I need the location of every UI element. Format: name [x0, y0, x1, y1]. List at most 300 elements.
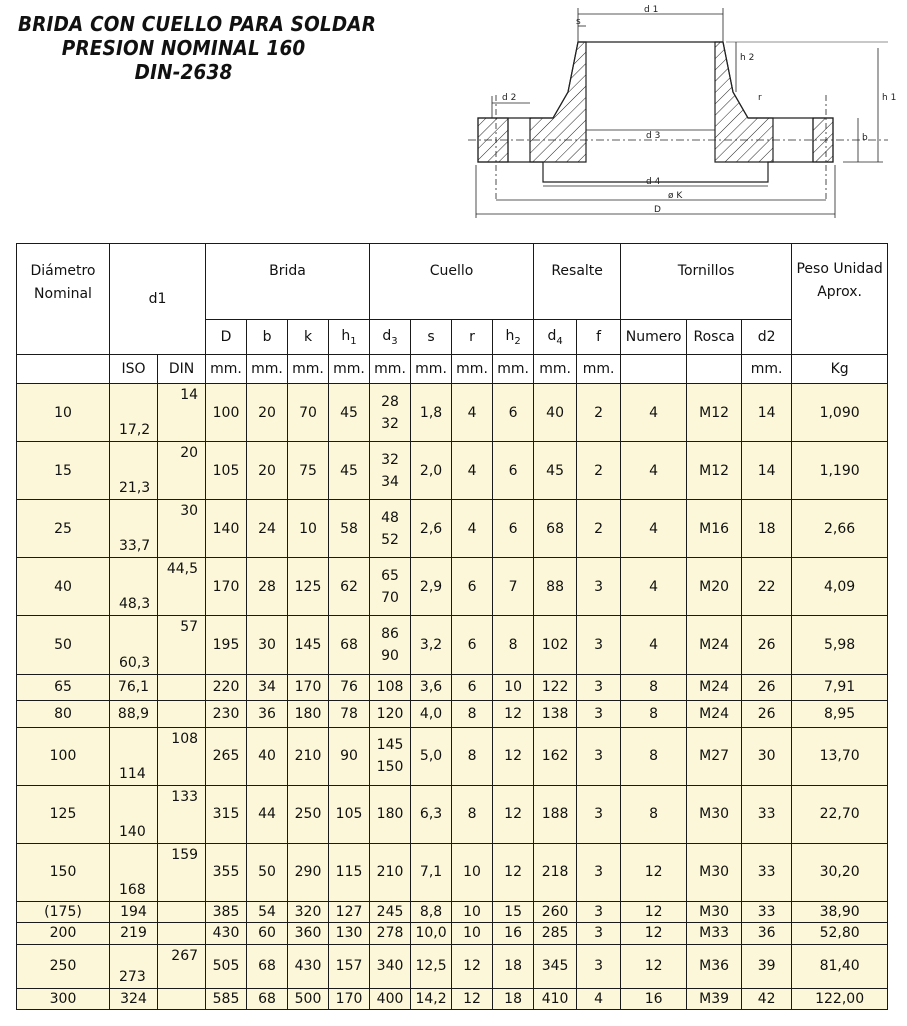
cell-num: 16 [621, 988, 687, 1009]
cell-k: 180 [288, 701, 329, 728]
cell-d4: 188 [534, 785, 577, 843]
cell-k: 290 [288, 843, 329, 901]
cell-d4: 410 [534, 988, 577, 1009]
cell-peso: 52,80 [792, 923, 888, 944]
cell-iso: 273 [110, 944, 158, 988]
cell-r: 12 [452, 944, 493, 988]
header-r: r [452, 320, 493, 355]
cell-din: 159 [158, 843, 206, 901]
cell-diametro: 65 [17, 674, 110, 701]
cell-d3-pair [370, 510, 410, 548]
cell-diametro: 200 [17, 923, 110, 944]
cell-num: 8 [621, 727, 687, 785]
cell-d2: 33 [742, 785, 792, 843]
cell-d3-value-a: 28 [381, 393, 399, 410]
cell-b: 60 [247, 923, 288, 944]
unit-d4: mm. [534, 355, 577, 384]
unit-peso: Kg [792, 355, 888, 384]
table-body [17, 384, 888, 1010]
cell-d3-pair [370, 626, 410, 664]
cell-d2: 30 [742, 727, 792, 785]
label-r: r [758, 93, 762, 103]
cell-s: 3,2 [411, 616, 452, 674]
cell-peso: 5,98 [792, 616, 888, 674]
cell-f: 3 [577, 785, 621, 843]
cell-rosca: M30 [687, 785, 742, 843]
cell-d4: 162 [534, 727, 577, 785]
table-row [17, 901, 888, 922]
header-b: b [247, 320, 288, 355]
cell-b: 30 [247, 616, 288, 674]
cell-d3-value-b: 52 [381, 531, 399, 548]
cell-rosca: M12 [687, 384, 742, 442]
cell-k: 320 [288, 901, 329, 922]
cell-rosca: M24 [687, 701, 742, 728]
cell-r: 6 [452, 674, 493, 701]
cell-k: 125 [288, 558, 329, 616]
header-h1-sub: 1 [350, 335, 357, 347]
cell-f: 3 [577, 701, 621, 728]
cell-iso: 140 [110, 785, 158, 843]
label-d3: d 3 [646, 131, 661, 141]
header-h1 [329, 320, 370, 355]
cell-D: 505 [206, 944, 247, 988]
cell-num: 12 [621, 944, 687, 988]
unit-din: DIN [158, 355, 206, 384]
cell-d3-pair [370, 568, 410, 606]
header-tornillos: Tornillos [621, 244, 792, 320]
cell-din: 14 [158, 384, 206, 442]
cell-rosca: M20 [687, 558, 742, 616]
cell-rosca: M33 [687, 923, 742, 944]
table-row [17, 701, 888, 728]
cell-b: 68 [247, 944, 288, 988]
cell-diametro: 25 [17, 500, 110, 558]
cell-din [158, 901, 206, 922]
cell-rosca: M36 [687, 944, 742, 988]
header-h2 [493, 320, 534, 355]
cell-r: 12 [452, 988, 493, 1009]
cell-d2: 14 [742, 442, 792, 500]
cell-D: 430 [206, 923, 247, 944]
cell-d3 [370, 727, 411, 785]
header-peso [792, 244, 888, 355]
cell-k: 70 [288, 384, 329, 442]
cell-din: 133 [158, 785, 206, 843]
cell-k: 210 [288, 727, 329, 785]
cell-d3: 120 [370, 701, 411, 728]
title-line-3: DIN-2638 [134, 60, 233, 84]
cell-s: 8,8 [411, 901, 452, 922]
cell-rosca: M39 [687, 988, 742, 1009]
cell-D: 585 [206, 988, 247, 1009]
cell-rosca: M24 [687, 674, 742, 701]
cell-b: 36 [247, 701, 288, 728]
cell-h2: 12 [493, 843, 534, 901]
unit-r: mm. [452, 355, 493, 384]
cell-k: 170 [288, 674, 329, 701]
cell-d3-value-a: 145 [376, 737, 404, 754]
cell-b: 20 [247, 442, 288, 500]
cell-D: 315 [206, 785, 247, 843]
cell-s: 5,0 [411, 727, 452, 785]
cell-num: 4 [621, 500, 687, 558]
cell-s: 12,5 [411, 944, 452, 988]
cell-diametro: 100 [17, 727, 110, 785]
cell-iso: 33,7 [110, 500, 158, 558]
cell-h2: 12 [493, 727, 534, 785]
cell-h2: 16 [493, 923, 534, 944]
cell-D: 265 [206, 727, 247, 785]
cell-f: 2 [577, 384, 621, 442]
unit-diametro [17, 355, 110, 384]
cell-iso: 324 [110, 988, 158, 1009]
cell-d2: 26 [742, 616, 792, 674]
header-peso-label: Peso Unidad Aprox. [796, 261, 883, 300]
document-title [18, 12, 377, 84]
cell-iso: 88,9 [110, 701, 158, 728]
cell-b: 50 [247, 843, 288, 901]
cell-h1: 105 [329, 785, 370, 843]
cell-f: 4 [577, 988, 621, 1009]
cell-d3-value-b: 150 [376, 759, 404, 776]
cell-r: 8 [452, 701, 493, 728]
cell-d3-value-a: 48 [381, 509, 399, 526]
cell-s: 3,6 [411, 674, 452, 701]
cell-diametro: 50 [17, 616, 110, 674]
cell-d4: 45 [534, 442, 577, 500]
cell-d4: 138 [534, 701, 577, 728]
cell-r: 8 [452, 727, 493, 785]
cell-h2: 18 [493, 988, 534, 1009]
cell-D: 385 [206, 901, 247, 922]
cell-d4: 260 [534, 901, 577, 922]
cell-D: 100 [206, 384, 247, 442]
header-h2-sub: 2 [514, 335, 521, 347]
cell-s: 2,6 [411, 500, 452, 558]
cell-num: 4 [621, 442, 687, 500]
header-d1-label: d1 [148, 290, 167, 307]
label-k: ø K [668, 191, 683, 201]
label-b: b [862, 133, 868, 143]
cell-d3-value-b: 90 [381, 647, 399, 664]
header-d3 [370, 320, 411, 355]
table-row [17, 558, 888, 616]
cell-d4: 40 [534, 384, 577, 442]
unit-s: mm. [411, 355, 452, 384]
cell-D: 230 [206, 701, 247, 728]
cell-b: 40 [247, 727, 288, 785]
cell-iso: 168 [110, 843, 158, 901]
table-row [17, 923, 888, 944]
cell-b: 28 [247, 558, 288, 616]
cell-r: 6 [452, 616, 493, 674]
cell-iso: 48,3 [110, 558, 158, 616]
cell-h1: 62 [329, 558, 370, 616]
cell-f: 2 [577, 442, 621, 500]
cell-iso: 194 [110, 901, 158, 922]
cell-h2: 8 [493, 616, 534, 674]
table-row [17, 843, 888, 901]
cell-rosca: M24 [687, 616, 742, 674]
cell-D: 105 [206, 442, 247, 500]
cell-h2: 15 [493, 901, 534, 922]
cell-D: 140 [206, 500, 247, 558]
cell-diametro: 250 [17, 944, 110, 988]
header-d3-sub: 3 [391, 335, 398, 347]
cell-r: 6 [452, 558, 493, 616]
label-d2: d 2 [502, 93, 517, 103]
cell-f: 3 [577, 616, 621, 674]
flange-technical-drawing [468, 0, 898, 230]
cell-h1: 76 [329, 674, 370, 701]
cell-d3: 340 [370, 944, 411, 988]
table-row [17, 727, 888, 785]
cell-b: 54 [247, 901, 288, 922]
cell-h2: 6 [493, 442, 534, 500]
cell-h1: 45 [329, 384, 370, 442]
cell-d4: 68 [534, 500, 577, 558]
cell-peso: 7,91 [792, 674, 888, 701]
cell-din [158, 674, 206, 701]
cell-d2: 36 [742, 923, 792, 944]
header-k: k [288, 320, 329, 355]
header-f: f [577, 320, 621, 355]
cell-h2: 6 [493, 384, 534, 442]
cell-num: 8 [621, 785, 687, 843]
cell-b: 34 [247, 674, 288, 701]
cell-din [158, 701, 206, 728]
cell-iso: 60,3 [110, 616, 158, 674]
cell-s: 1,8 [411, 384, 452, 442]
cell-rosca: M30 [687, 901, 742, 922]
cell-d2: 14 [742, 384, 792, 442]
cell-s: 6,3 [411, 785, 452, 843]
cell-h2: 12 [493, 785, 534, 843]
cell-d3-value-a: 65 [381, 567, 399, 584]
header-numero: Numero [621, 320, 687, 355]
cell-k: 145 [288, 616, 329, 674]
cell-d3: 210 [370, 843, 411, 901]
cell-num: 4 [621, 616, 687, 674]
cell-din: 267 [158, 944, 206, 988]
flange-spec-table [16, 243, 888, 1010]
cell-d2: 18 [742, 500, 792, 558]
cell-h2: 12 [493, 701, 534, 728]
cell-D: 355 [206, 843, 247, 901]
cell-din [158, 988, 206, 1009]
cell-diametro: 125 [17, 785, 110, 843]
cell-peso: 8,95 [792, 701, 888, 728]
cell-diametro: (175) [17, 901, 110, 922]
cell-peso: 81,40 [792, 944, 888, 988]
unit-iso: ISO [110, 355, 158, 384]
cell-peso: 13,70 [792, 727, 888, 785]
unit-h1: mm. [329, 355, 370, 384]
cell-f: 3 [577, 944, 621, 988]
cell-num: 4 [621, 384, 687, 442]
cell-d3: 108 [370, 674, 411, 701]
cell-num: 12 [621, 901, 687, 922]
unit-f: mm. [577, 355, 621, 384]
cell-f: 2 [577, 500, 621, 558]
cell-d3 [370, 500, 411, 558]
cell-d2: 39 [742, 944, 792, 988]
cell-peso: 30,20 [792, 843, 888, 901]
cell-d3-value-b: 34 [381, 473, 399, 490]
header-D: D [206, 320, 247, 355]
cell-r: 8 [452, 785, 493, 843]
cell-diametro: 300 [17, 988, 110, 1009]
unit-d2: mm. [742, 355, 792, 384]
cell-r: 4 [452, 384, 493, 442]
header-d4-base: d [547, 327, 557, 344]
cell-peso: 22,70 [792, 785, 888, 843]
table-row [17, 500, 888, 558]
cell-d4: 345 [534, 944, 577, 988]
cell-h2: 6 [493, 500, 534, 558]
label-h1: h 1 [882, 93, 897, 103]
cell-r: 10 [452, 901, 493, 922]
cell-num: 4 [621, 558, 687, 616]
cell-h1: 68 [329, 616, 370, 674]
cell-f: 3 [577, 558, 621, 616]
cell-num: 8 [621, 674, 687, 701]
cell-f: 3 [577, 923, 621, 944]
table-row [17, 944, 888, 988]
label-d1: d 1 [644, 5, 659, 15]
cell-h2: 7 [493, 558, 534, 616]
cell-h1: 58 [329, 500, 370, 558]
cell-rosca: M12 [687, 442, 742, 500]
cell-d3-value-b: 70 [381, 589, 399, 606]
cell-d2: 26 [742, 701, 792, 728]
label-d4: d 4 [646, 177, 661, 187]
cell-peso: 1,190 [792, 442, 888, 500]
label-s: s [576, 17, 581, 27]
cell-f: 3 [577, 727, 621, 785]
cell-din: 44,5 [158, 558, 206, 616]
table-row [17, 785, 888, 843]
cell-D: 170 [206, 558, 247, 616]
left-section-hatch [530, 42, 586, 162]
table-row [17, 674, 888, 701]
cell-diametro: 40 [17, 558, 110, 616]
cell-d3 [370, 442, 411, 500]
header-s: s [411, 320, 452, 355]
cell-h1: 130 [329, 923, 370, 944]
cell-k: 500 [288, 988, 329, 1009]
cell-rosca: M16 [687, 500, 742, 558]
cell-d4: 88 [534, 558, 577, 616]
cell-iso: 17,2 [110, 384, 158, 442]
cell-d3 [370, 384, 411, 442]
cell-s: 14,2 [411, 988, 452, 1009]
header-h2-base: h [505, 327, 515, 344]
header-h1-base: h [341, 327, 351, 344]
cell-num: 8 [621, 701, 687, 728]
cell-d3: 245 [370, 901, 411, 922]
unit-numero [621, 355, 687, 384]
cell-num: 12 [621, 923, 687, 944]
cell-din [158, 923, 206, 944]
table-row [17, 384, 888, 442]
cell-din: 57 [158, 616, 206, 674]
cell-d3 [370, 616, 411, 674]
cell-s: 10,0 [411, 923, 452, 944]
header-d3-base: d [382, 327, 392, 344]
cell-iso: 114 [110, 727, 158, 785]
cell-d4: 122 [534, 674, 577, 701]
cell-d2: 26 [742, 674, 792, 701]
cell-s: 4,0 [411, 701, 452, 728]
cell-k: 360 [288, 923, 329, 944]
cell-s: 7,1 [411, 843, 452, 901]
cell-din: 30 [158, 500, 206, 558]
cell-peso: 122,00 [792, 988, 888, 1009]
cell-rosca: M27 [687, 727, 742, 785]
cell-d4: 285 [534, 923, 577, 944]
unit-h2: mm. [493, 355, 534, 384]
header-d2: d2 [742, 320, 792, 355]
cell-diametro: 15 [17, 442, 110, 500]
cell-h1: 127 [329, 901, 370, 922]
cell-diametro: 80 [17, 701, 110, 728]
cell-b: 68 [247, 988, 288, 1009]
cell-diametro: 150 [17, 843, 110, 901]
cell-din: 20 [158, 442, 206, 500]
cell-d3-pair [370, 452, 410, 490]
cell-d2: 42 [742, 988, 792, 1009]
label-h2: h 2 [740, 53, 755, 63]
table-row [17, 988, 888, 1009]
cell-h1: 115 [329, 843, 370, 901]
cell-peso: 2,66 [792, 500, 888, 558]
cell-d4: 102 [534, 616, 577, 674]
title-line-1: BRIDA CON CUELLO PARA SOLDAR [18, 12, 377, 36]
cell-b: 44 [247, 785, 288, 843]
cell-s: 2,0 [411, 442, 452, 500]
cell-h2: 10 [493, 674, 534, 701]
cell-h1: 90 [329, 727, 370, 785]
cell-h2: 18 [493, 944, 534, 988]
table-row [17, 616, 888, 674]
cell-b: 24 [247, 500, 288, 558]
cell-d3 [370, 558, 411, 616]
cell-h1: 170 [329, 988, 370, 1009]
cell-r: 4 [452, 500, 493, 558]
cell-din: 108 [158, 727, 206, 785]
cell-d3-pair [370, 394, 410, 432]
cell-d2: 33 [742, 901, 792, 922]
unit-rosca [687, 355, 742, 384]
cell-d3: 400 [370, 988, 411, 1009]
unit-d3: mm. [370, 355, 411, 384]
header-diametro-nominal [17, 244, 110, 355]
header-diametro-label: Diámetro Nominal [30, 263, 96, 302]
cell-peso: 4,09 [792, 558, 888, 616]
header-resalte: Resalte [534, 244, 621, 320]
title-line-2: PRESION NOMINAL 160 [61, 36, 306, 60]
cell-peso: 38,90 [792, 901, 888, 922]
cell-h1: 78 [329, 701, 370, 728]
cell-d3-pair [370, 737, 410, 775]
cell-d3-value-a: 86 [381, 625, 399, 642]
unit-b: mm. [247, 355, 288, 384]
cell-k: 10 [288, 500, 329, 558]
cell-d2: 22 [742, 558, 792, 616]
cell-b: 20 [247, 384, 288, 442]
